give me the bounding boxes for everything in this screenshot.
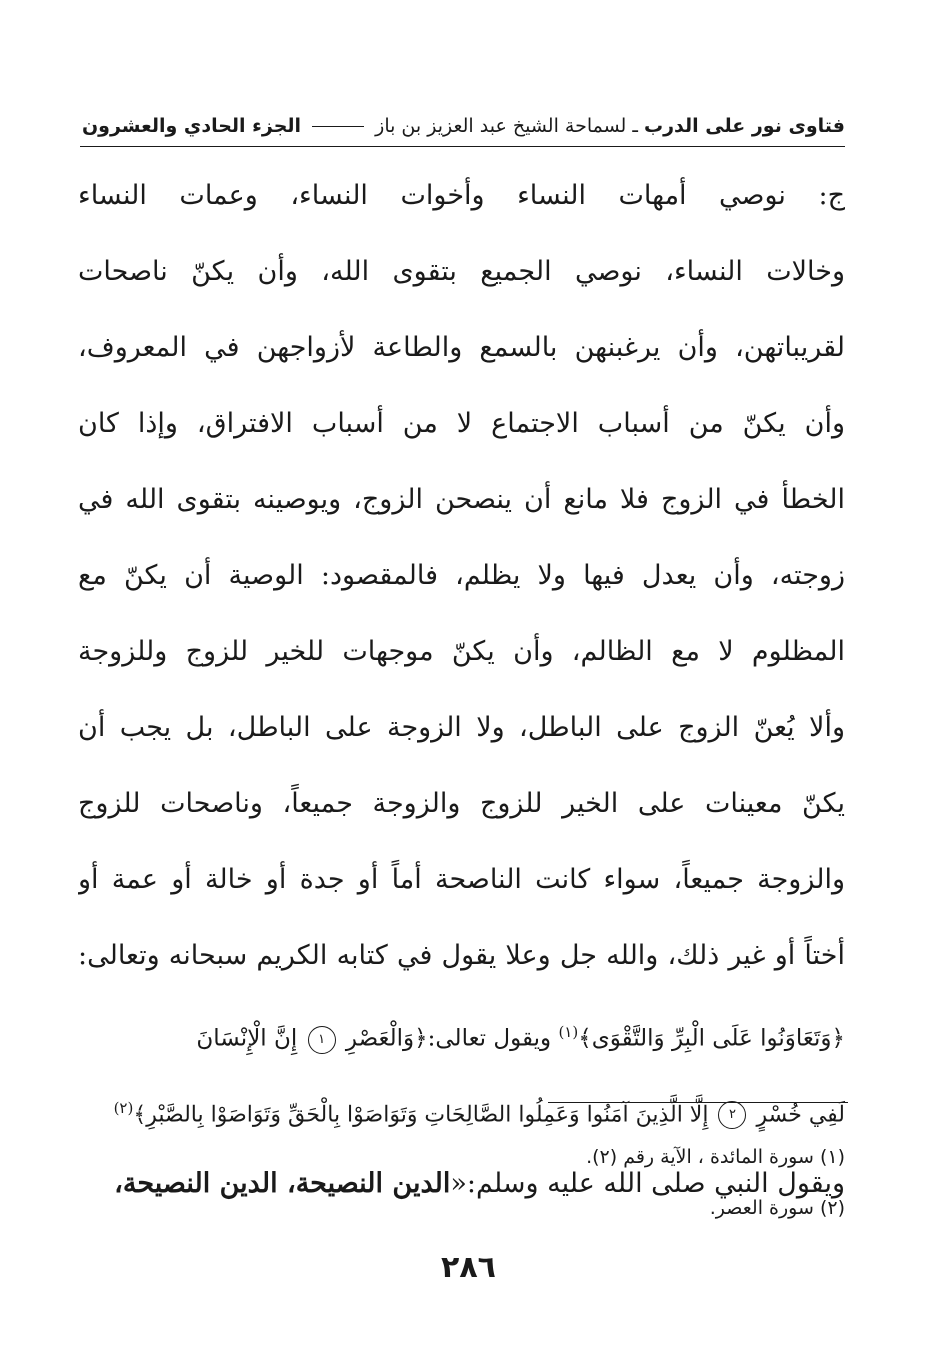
- ayah-number-mark: ٢: [718, 1101, 746, 1129]
- verse-line-1: [78, 994, 845, 1070]
- header-volume: الجزء الحادي والعشرون: [81, 115, 302, 137]
- body-line: لقريباتهن، وأن يرغبنهن بالسمع والطاعة لأزواجهن في المعروف،: [78, 332, 845, 363]
- body-line: زوجته، وأن يعدل فيها ولا يظلم، فالمقصود: الوصية أن يكنّ مع: [78, 560, 845, 591]
- body-line: وأن يكنّ من أسباب الاجتماع لا من أسباب الافتراق، وإذا كان: [78, 408, 845, 439]
- body-line: يكنّ معينات على الخير للزوج والزوجة جميعاً، وناصحات للزوج: [78, 788, 845, 819]
- verse-line-2: [78, 1070, 845, 1146]
- verse-connector: ويقول تعالى:: [427, 1025, 552, 1052]
- header-dash: [312, 126, 364, 127]
- footnote-ref-2: (٢): [113, 1099, 134, 1117]
- quran-verse-maidah: ﴿وَتَعَاوَنُوا عَلَى الْبِرِّ وَالتَّقْوَى﴾: [578, 1025, 845, 1052]
- header-author: لسماحة الشيخ عبد العزيز بن باز: [375, 115, 627, 137]
- header-book-title: فتاوى نور على الدرب: [644, 115, 845, 137]
- footnote-2: (٢) سورة العصر.: [709, 1197, 845, 1219]
- quran-verse-asr-part-b: إِلَّا الَّذِينَ آمَنُوا وَعَمِلُوا الصَّالِحَاتِ وَتَوَاصَوْا بِالْحَقِّ وَتَوَاصَوْا بِالصَّبْرِ﴾: [133, 1102, 709, 1128]
- header-rule: [80, 146, 845, 147]
- quran-verse-asr-part-a: لَفِي خُسْرٍ: [756, 1102, 845, 1128]
- quran-verse-asr-start: ﴿وَالْعَصْرِ: [345, 1025, 428, 1052]
- body-line: أختاً أو غير ذلك، والله جل وعلا يقول في كتابه الكريم سبحانه وتعالى:: [78, 940, 845, 971]
- footnote-ref-1: (١): [558, 1023, 579, 1041]
- body-line: ج: نوصي أمهات النساء وأخوات النساء، وعمات النساء: [78, 180, 845, 211]
- hadith-intro: ويقول النبي صلى الله عليه وسلم:«: [450, 1168, 845, 1199]
- page-number: ٢٨٦: [441, 1250, 496, 1285]
- ayah-number-mark: ١: [308, 1026, 336, 1054]
- footnote-rule: [548, 1102, 848, 1103]
- body-line: وألا يُعنّ الزوج على الباطل، ولا الزوجة على الباطل، بل يجب أن: [78, 712, 845, 743]
- header-separator: ـ: [626, 115, 638, 137]
- footnote-1: (١) سورة المائدة ، الآية رقم (٢).: [586, 1146, 845, 1168]
- hadith-text: الدين النصيحة، الدين النصيحة،: [114, 1168, 451, 1199]
- running-header: [80, 108, 845, 144]
- body-line: الخطأ في الزوج فلا مانع أن ينصحن الزوج، ويوصينه بتقوى الله في: [78, 484, 845, 515]
- body-line: المظلوم لا مع الظالم، وأن يكنّ موجهات للخير للزوج وللزوجة: [78, 636, 845, 667]
- body-line: وخالات النساء، نوصي الجميع بتقوى الله، وأن يكنّ ناصحات: [78, 256, 845, 287]
- body-line: والزوجة جميعاً، سواء كانت الناصحة أماً أو جدة أو خالة أو عمة أو: [78, 864, 845, 895]
- quran-verse-asr-cont: إِنَّ الْإِنْسَانَ: [196, 1025, 298, 1052]
- body-text: [78, 158, 845, 1222]
